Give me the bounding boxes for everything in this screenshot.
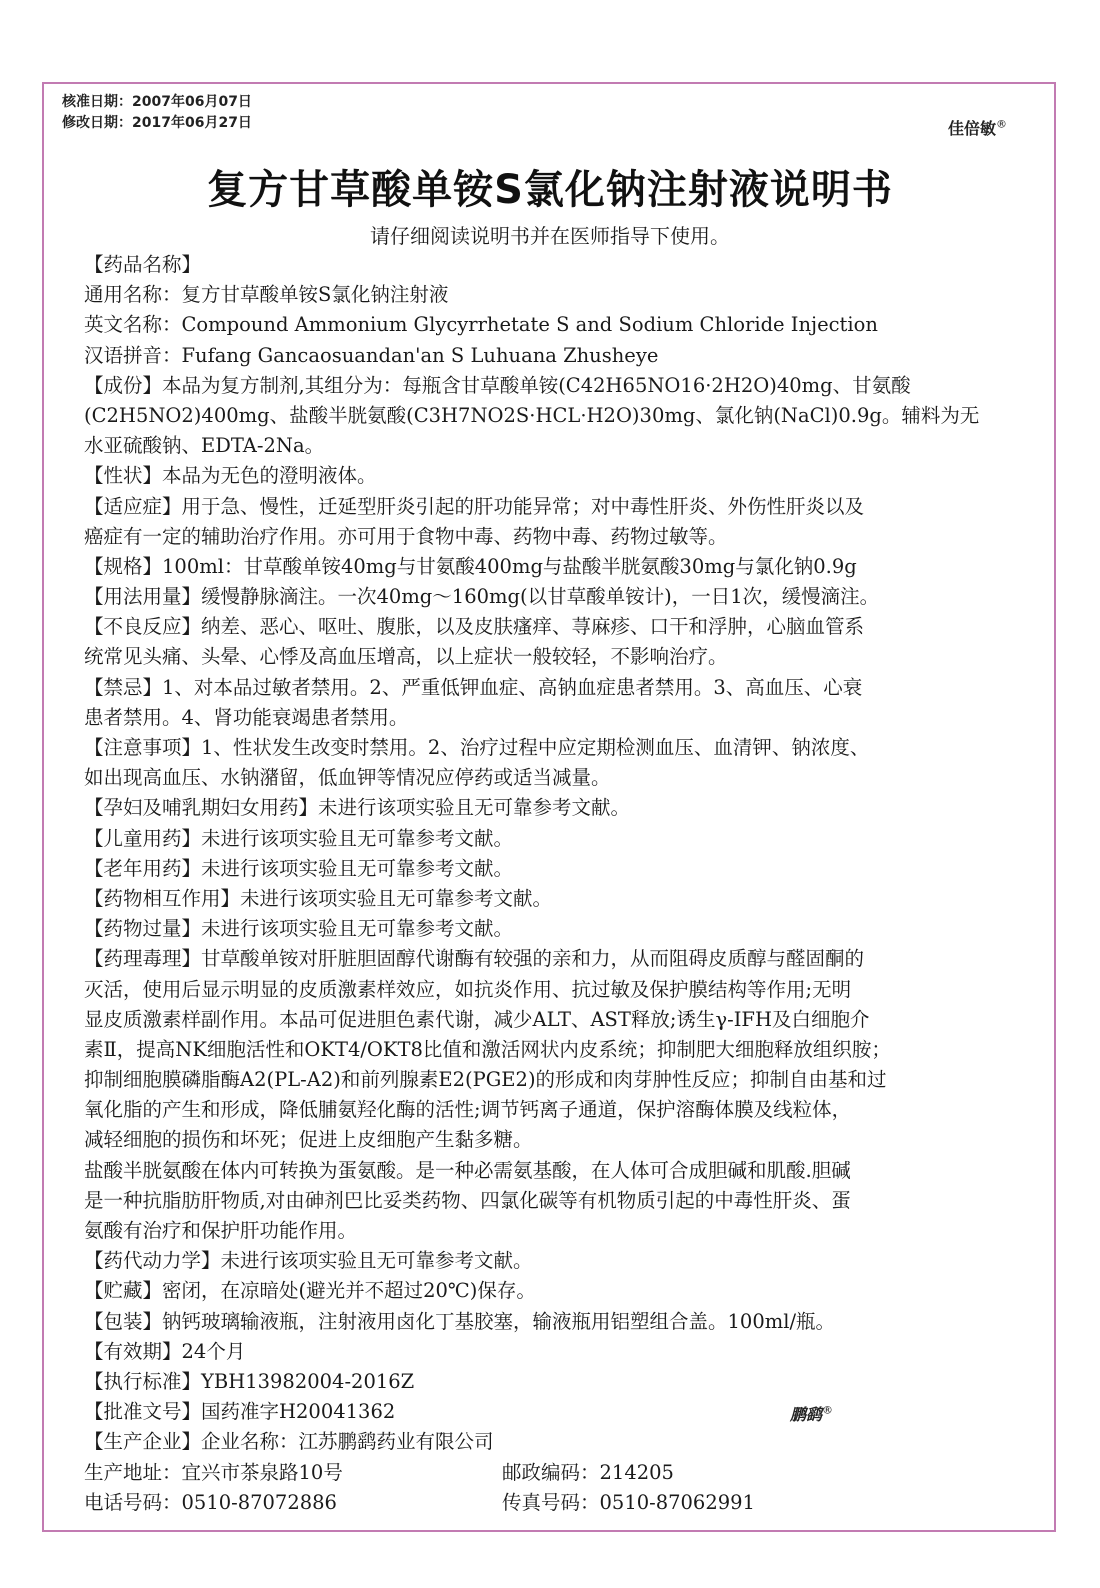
- leaflet-body: [84, 250, 1000, 1518]
- manufacturer-fax: 传真号码：0510-87062991: [502, 1490, 755, 1514]
- english-name: 英文名称：Compound Ammonium Glycyrrhetate S and Sodium Chloride Injection: [84, 313, 878, 337]
- document-subtitle: 请仔细阅读说明书并在医师指导下使用。: [370, 224, 730, 248]
- revision-date: 修改日期：2017年06月27日: [62, 115, 252, 131]
- composition-line: (C2H5NO2)400mg、盐酸半胱氨酸(C3H7NO2S·HCL·H2O)30mg、氯化钠(NaCl)0.9g。辅料为无: [84, 403, 980, 427]
- generic-name: 通用名称：复方甘草酸单铵S氯化钠注射液: [84, 283, 449, 307]
- section-dosage: 【用法用量】缓慢静脉滴注。一次40mg～160mg(以甘草酸单铵计)，一日1次，缓慢滴注。: [84, 585, 880, 609]
- pharmacology-line: 氧化脂的产生和形成，降低脯氨羟化酶的活性;调节钙离子通道，保护溶酶体膜及线粒体，: [84, 1098, 852, 1122]
- pharmacology-line: 是一种抗脂肪肝物质,对由砷剂巴比妥类药物、四氯化碳等有机物质引起的中毒性肝炎、蛋: [84, 1188, 851, 1212]
- section-shelf-life: 【有效期】24个月: [84, 1339, 246, 1363]
- approval-date: 核准日期：2007年06月07日: [62, 94, 252, 110]
- pharmacology-line: 灭活，使用后显示明显的皮质激素样效应，如抗炎作用、抗过敏及保护膜结构等作用;无明: [84, 977, 852, 1001]
- pharmacology-line: 【药理毒理】甘草酸单铵对肝脏胆固醇代谢酶有较强的亲和力，从而阻碍皮质醇与醛固酮的: [84, 947, 865, 971]
- section-overdose: 【药物过量】未进行该项实验且无可靠参考文献。: [84, 917, 514, 941]
- adverse-reactions-line: 统常见头痛、头晕、心悸及高血压增高，以上症状一般较轻，不影响治疗。: [84, 645, 728, 669]
- section-pediatric: 【儿童用药】未进行该项实验且无可靠参考文献。: [84, 826, 514, 850]
- manufacturer-address: 生产地址：宜兴市茶泉路10号: [84, 1460, 343, 1484]
- pharmacology-line: 盐酸半胱氨酸在体内可转换为蛋氨酸。是一种必需氨基酸，在人体可合成胆碱和肌酸.胆碱: [84, 1158, 851, 1182]
- composition-line: 【成份】本品为复方制剂,其组分为：每瓶含甘草酸单铵(C42H65NO16·2H2O)40mg、甘氨酸: [84, 373, 911, 397]
- composition-line: 水亚硫酸钠、EDTA-2Na。: [84, 434, 325, 458]
- manufacturer-phone: 电话号码：0510-87072886: [84, 1490, 337, 1514]
- phone-fax-row: [84, 1488, 1000, 1518]
- pharmacology-line: 显皮质激素样副作用。本品可促进胆色素代谢，减少ALT、AST释放;诱生γ-IFH及白细胞介: [84, 1007, 870, 1031]
- registered-mark: ®: [996, 117, 1008, 131]
- section-drug-name-heading: 【药品名称】: [84, 253, 202, 276]
- document-title: 复方甘草酸单铵S氯化钠注射液说明书: [207, 167, 893, 213]
- brand-name: 佳倍敏: [948, 119, 997, 138]
- header-dates: [62, 92, 252, 134]
- section-standard: 【执行标准】YBH13982004-2016Z: [84, 1369, 415, 1393]
- manufacturer-brand-name: 鹏鹞: [790, 1405, 823, 1424]
- section-interactions: 【药物相互作用】未进行该项实验且无可靠参考文献。: [84, 886, 553, 910]
- section-manufacturer: 【生产企业】企业名称：江苏鹏鹞药业有限公司: [84, 1430, 494, 1454]
- section-storage: 【贮藏】密闭，在凉暗处(避光并不超过20℃)保存。: [84, 1279, 536, 1303]
- contraindications-line: 患者禁用。4、肾功能衰竭患者禁用。: [84, 705, 409, 729]
- pharmacology-line: 减轻细胞的损伤和坏死；促进上皮细胞产生黏多糖。: [84, 1128, 533, 1152]
- contraindications-line: 【禁忌】1、对本品过敏者禁用。2、严重低钾血症、高钠血症患者禁用。3、高血压、心衰: [84, 675, 863, 699]
- indications-line: 【适应症】用于急、慢性，迁延型肝炎引起的肝功能异常；对中毒性肝炎、外伤性肝炎以及: [84, 494, 865, 518]
- section-pregnancy: 【孕妇及哺乳期妇女用药】未进行该项实验且无可靠参考文献。: [84, 796, 631, 820]
- address-postcode-row: [84, 1458, 1000, 1488]
- indications-line: 癌症有一定的辅助治疗作用。亦可用于食物中毒、药物中毒、药物过敏等。: [84, 524, 728, 548]
- section-approval-number: 【批准文号】国药准字H20041362: [84, 1400, 396, 1424]
- precautions-line: 如出现高血压、水钠潴留，低血钾等情况应停药或适当减量。: [84, 766, 611, 790]
- adverse-reactions-line: 【不良反应】纳差、恶心、呕吐、腹胀，以及皮肤瘙痒、荨麻疹、口干和浮肿，心脑血管系: [84, 615, 865, 639]
- registered-mark: ®: [822, 1403, 834, 1417]
- manufacturer-postcode: 邮政编码：214205: [502, 1460, 674, 1484]
- section-packaging: 【包装】钠钙玻璃输液瓶，注射液用卤化丁基胶塞，输液瓶用铝塑组合盖。100ml/瓶。: [84, 1309, 836, 1333]
- pharmacology-line: 素Ⅱ，提高NK细胞活性和OKT4/OKT8比值和激活网状内皮系统；抑制肥大细胞释放组织胺；: [84, 1037, 891, 1061]
- pharmacology-line: 氨酸有治疗和保护肝功能作用。: [84, 1219, 358, 1242]
- brand-logo-top: [948, 116, 1007, 139]
- section-geriatric: 【老年用药】未进行该项实验且无可靠参考文献。: [84, 856, 514, 880]
- precautions-line: 【注意事项】1、性状发生改变时禁用。2、治疗过程中应定期检测血压、血清钾、钠浓度、: [84, 736, 870, 759]
- pharmacology-line: 抑制细胞膜磷脂酶A2(PL-A2)和前列腺素E2(PGE2)的形成和肉芽肿性反应；抑制自由基和过: [84, 1068, 887, 1092]
- section-specification: 【规格】100ml：甘草酸单铵40mg与甘氨酸400mg与盐酸半胱氨酸30mg与氯化钠0.9g: [84, 554, 857, 578]
- section-pharmacokinetics: 【药代动力学】未进行该项实验且无可靠参考文献。: [84, 1249, 533, 1273]
- pinyin-name: 汉语拼音：Fufang Gancaosuandan'an S Luhuana Zhusheye: [84, 343, 659, 367]
- section-description: 【性状】本品为无色的澄明液体。: [84, 464, 377, 488]
- manufacturer-logo: [790, 1402, 833, 1425]
